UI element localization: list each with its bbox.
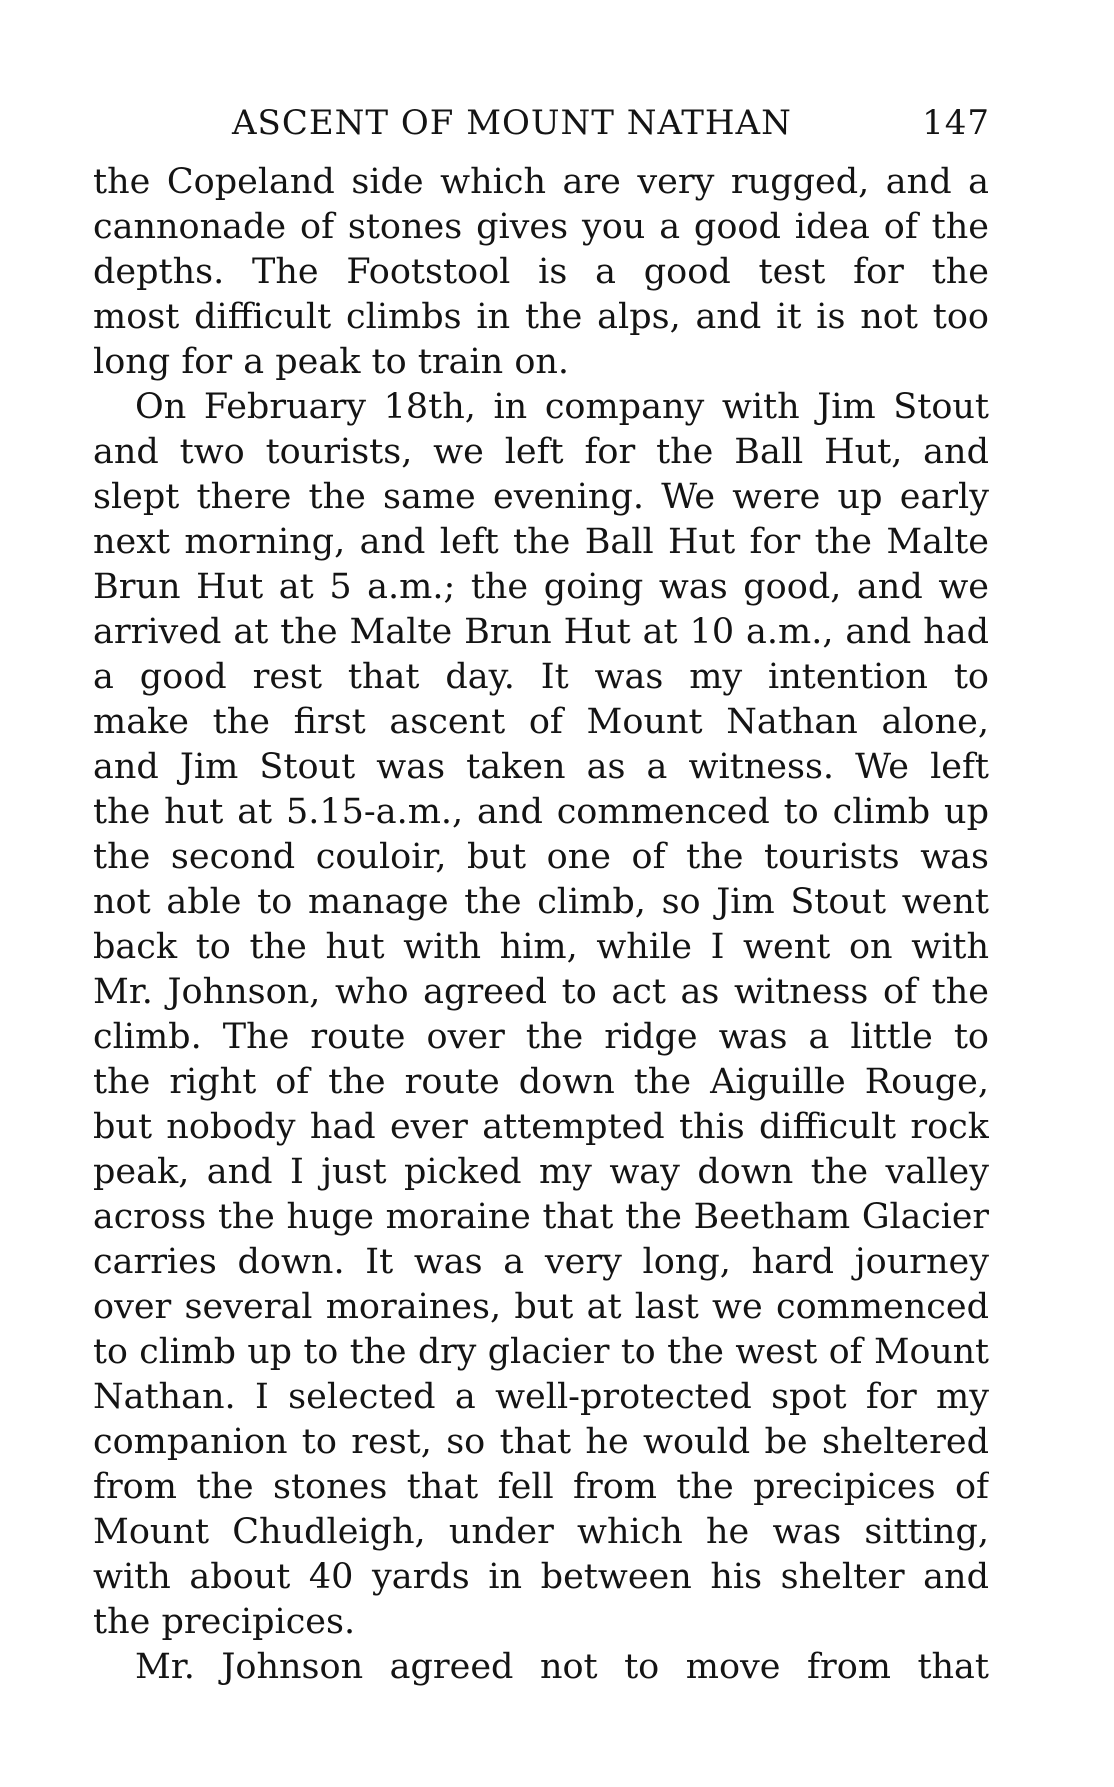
text-line: long for a peak to train on. [93, 342, 570, 382]
text-line: the second couloir, but one of the tourists was [93, 837, 989, 877]
text-line: make the first ascent of Mount Nathan alone, [93, 702, 989, 742]
text-line: arrived at the Malte Brun Hut at 10 a.m., and had [93, 612, 989, 652]
text-line: peak, and I just picked my way down the valley [93, 1152, 989, 1192]
text-line: the right of the route down the Aiguille Rouge, [93, 1062, 989, 1102]
text-line: not able to manage the climb, so Jim Stout went [93, 882, 989, 922]
chapter-title: ASCENT OF MOUNT NATHAN [232, 103, 792, 143]
text-line: next morning, and left the Ball Hut for the Malte [93, 522, 989, 562]
text-line: and Jim Stout was taken as a witness. We left [93, 747, 989, 787]
text-line: Mount Chudleigh, under which he was sitting, [93, 1512, 989, 1552]
text-line: On February 18th, in company with Jim Stout [135, 387, 989, 427]
text-line: to climb up to the dry glacier to the west of Mount [93, 1332, 989, 1372]
page-number: 147 [922, 103, 990, 143]
text-line: companion to rest, so that he would be sheltered [93, 1422, 989, 1462]
text-line: carries down. It was a very long, hard journey [93, 1242, 989, 1282]
text-line: slept there the same evening. We were up early [93, 477, 989, 517]
running-head [90, 95, 990, 151]
text-line: depths. The Footstool is a good test for the [93, 252, 989, 292]
text-line: back to the hut with him, while I went on with [93, 927, 989, 967]
text-line: the Copeland side which are very rugged, and a [93, 162, 989, 202]
text-line: cannonade of stones gives you a good idea of the [93, 207, 989, 247]
text-line: Nathan. I selected a well-protected spot for my [93, 1377, 989, 1417]
text-line: from the stones that fell from the precipices of [93, 1467, 989, 1507]
text-line: over several moraines, but at last we commenced [93, 1287, 989, 1327]
body-text [93, 160, 989, 1690]
text-line: most difficult climbs in the alps, and it is not too [93, 297, 989, 337]
text-line: a good rest that day. It was my intention to [93, 657, 989, 697]
text-line: Brun Hut at 5 a.m.; the going was good, and we [93, 567, 989, 607]
text-line: and two tourists, we left for the Ball Hut, and [93, 432, 989, 472]
text-line: the hut at 5.15-a.m., and commenced to climb up [93, 792, 989, 832]
text-line: but nobody had ever attempted this difficult rock [93, 1107, 989, 1147]
text-line: climb. The route over the ridge was a little to [93, 1017, 989, 1057]
text-line: Mr. Johnson agreed not to move from that [135, 1647, 989, 1687]
text-line: across the huge moraine that the Beetham Glacier [93, 1197, 989, 1237]
text-line: Mr. Johnson, who agreed to act as witness of the [93, 972, 989, 1012]
text-line: the precipices. [93, 1602, 356, 1642]
text-line: with about 40 yards in between his shelter and [93, 1557, 989, 1597]
